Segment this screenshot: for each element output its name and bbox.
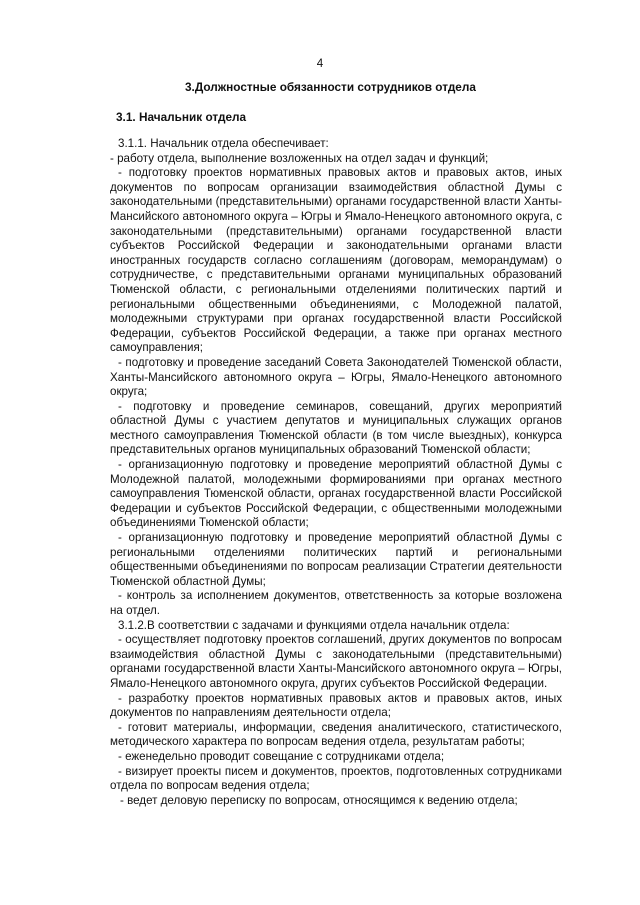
paragraph: - осуществляет подготовку проектов соглашений, других документов по вопросам взаимодействия областной Думы с законодательными (представительными) органами государственной власти Ханты-Мансийского автономного округа – Югры, Ямало-Ненецкого автономного округа, других субъектов Российской Федерации. — [110, 633, 562, 690]
paragraph: 3.1.1. Начальник отдела обеспечивает: — [118, 137, 329, 150]
paragraph: - визирует проекты писем и документов, проектов, подготовленных сотрудниками отдела по вопросам ведения отдела; — [110, 764, 562, 793]
paragraph: - ведет деловую переписку по вопросам, относящимся к ведению отдела; — [120, 793, 518, 807]
paragraph: 3.1.2.В соответствии с задачами и функциями отдела начальник отдела: — [118, 618, 510, 632]
section-title: 3.Должностные обязанности сотрудников отдела — [185, 80, 476, 94]
page-number: 4 — [316, 57, 324, 70]
paragraph: - контроль за исполнением документов, ответственность за которые возложена на отдел. — [110, 589, 562, 617]
paragraph: - готовит материалы, информации, сведения аналитического, статистического, методического характера по вопросам ведения отдела, результатам работы; — [110, 720, 562, 749]
document-body — [110, 137, 562, 808]
paragraph: - подготовку и проведение заседаний Совета Законодателей Тюменской области, Ханты-Мансийского автономного округа – Югры, Ямало-Ненецкого автономного округа; — [110, 355, 562, 399]
subsection-title: 3.1. Начальник отдела — [116, 110, 247, 124]
paragraph: - подготовку проектов нормативных правовых актов и правовых актов, иных документов по вопросам организации взаимодействия областной Думы с законодательными (представительными) органами государственной власти Ханты-Мансийского автономного округа – Югры и Ямало-Ненецкого автономного округа, с законодательными (представительными) органами государственной власти субъектов Российской Федерации и законодательными органами власти иностранных государств согласно соглашениям (договорам, меморандумам) о сотрудничестве, с представительными органами муниципальных образований Тюменской области, с региональными отделениями политических партий и региональными общественными объединениями, с Молодежной палатой, молодежными структурами при органах государственной власти Российской Федерации, субъектов Российской Федерации, а также при органах местного самоуправления; — [110, 166, 562, 355]
paragraph: - организационную подготовку и проведение мероприятий областной Думы с региональными отделениями политических партий и региональными общественными объединениями по вопросам реализации Стратегии деятельности Тюменской областной Думы; — [110, 531, 562, 588]
paragraph: - работу отдела, выполнение возложенных на отдел задач и функций; — [110, 151, 489, 165]
paragraph: - подготовку и проведение семинаров, совещаний, других мероприятий областной Думы с участием депутатов и муниципальных служащих органов местного самоуправления Тюменской области (в том числе выездных), конкурса представительных органов муниципальных образований Тюменской области; — [110, 399, 562, 457]
paragraph: - еженедельно проводит совещание с сотрудниками отдела; — [118, 749, 445, 763]
paragraph: - организационную подготовку и проведение мероприятий областной Думы с Молодежной палатой, молодежными формированиями при органах местного самоуправления Тюменской области, органах государственной власти Российской Федерации и субъектов Российской Федерации, с общественными молодежными объединениями Тюменской области; — [110, 458, 562, 530]
paragraph: - разработку проектов нормативных правовых актов и правовых актов, иных документов по направлениям деятельности отдела; — [110, 691, 562, 720]
